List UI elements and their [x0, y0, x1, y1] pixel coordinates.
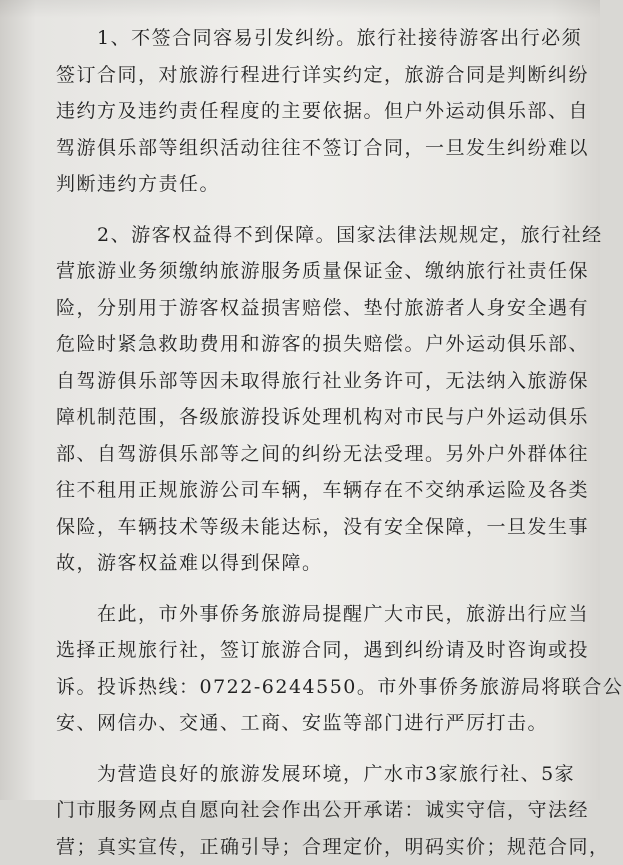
paragraph-gap — [56, 582, 524, 596]
text-line: 危险时紧急救助费用和游客的损失赔偿。户外运动俱乐部、 — [56, 326, 524, 363]
text-line: 在此，市外事侨务旅游局提醒广大市民，旅游出行应当 — [56, 596, 524, 633]
text-line: 1、不签合同容易引发纠纷。旅行社接待游客出行必须 — [56, 20, 524, 57]
text-line: 违约方及违约责任程度的主要依据。但户外运动俱乐部、自 — [56, 93, 524, 130]
paragraph-3 — [56, 596, 524, 742]
text-line: 判断违约方责任。 — [56, 166, 524, 203]
text-line: 故，游客权益难以得到保障。 — [56, 545, 524, 582]
text-line: 为营造良好的旅游发展环境，广水市3家旅行社、5家 — [56, 756, 524, 793]
text-line: 营；真实宣传，正确引导；合理定价，明码实价；规范合同， — [56, 829, 524, 865]
paragraph-gap — [56, 742, 524, 756]
paragraph-1 — [56, 20, 524, 203]
paragraph-2 — [56, 217, 524, 582]
text-line: 自驾游俱乐部等因未取得旅行社业务许可，无法纳入旅游保 — [56, 363, 524, 400]
text-line: 安、网信办、交通、工商、安监等部门进行严厉打击。 — [56, 705, 524, 742]
text-line: 选择正规旅行社，签订旅游合同，遇到纠纷请及时咨询或投 — [56, 632, 524, 669]
text-line: 往不租用正规旅游公司车辆，车辆存在不交纳承运险及各类 — [56, 472, 524, 509]
text-line: 险，分别用于游客权益损害赔偿、垫付旅游者人身安全遇有 — [56, 290, 524, 327]
page-shadow — [0, 0, 600, 18]
paragraph-gap — [56, 203, 524, 217]
text-line: 部、自驾游俱乐部等之间的纠纷无法受理。另外户外群体往 — [56, 436, 524, 473]
text-line: 诉。投诉热线：0722-6244550。市外事侨务旅游局将联合公 — [56, 669, 524, 706]
text-line: 签订合同，对旅游行程进行详实约定，旅游合同是判断纠纷 — [56, 57, 524, 94]
text-line: 保险，车辆技术等级未能达标，没有安全保障，一旦发生事 — [56, 509, 524, 546]
text-line: 驾游俱乐部等组织活动往往不签订合同，一旦发生纠纷难以 — [56, 130, 524, 167]
text-line: 营旅游业务须缴纳旅游服务质量保证金、缴纳旅行社责任保 — [56, 253, 524, 290]
text-line: 障机制范围，各级旅游投诉处理机构对市民与户外运动俱乐 — [56, 399, 524, 436]
document-body — [56, 20, 524, 865]
text-line: 2、游客权益得不到保障。国家法律法规规定，旅行社经 — [56, 217, 524, 254]
paragraph-4 — [56, 756, 524, 865]
text-line: 门市服务网点自愿向社会作出公开承诺：诚实守信，守法经 — [56, 792, 524, 829]
